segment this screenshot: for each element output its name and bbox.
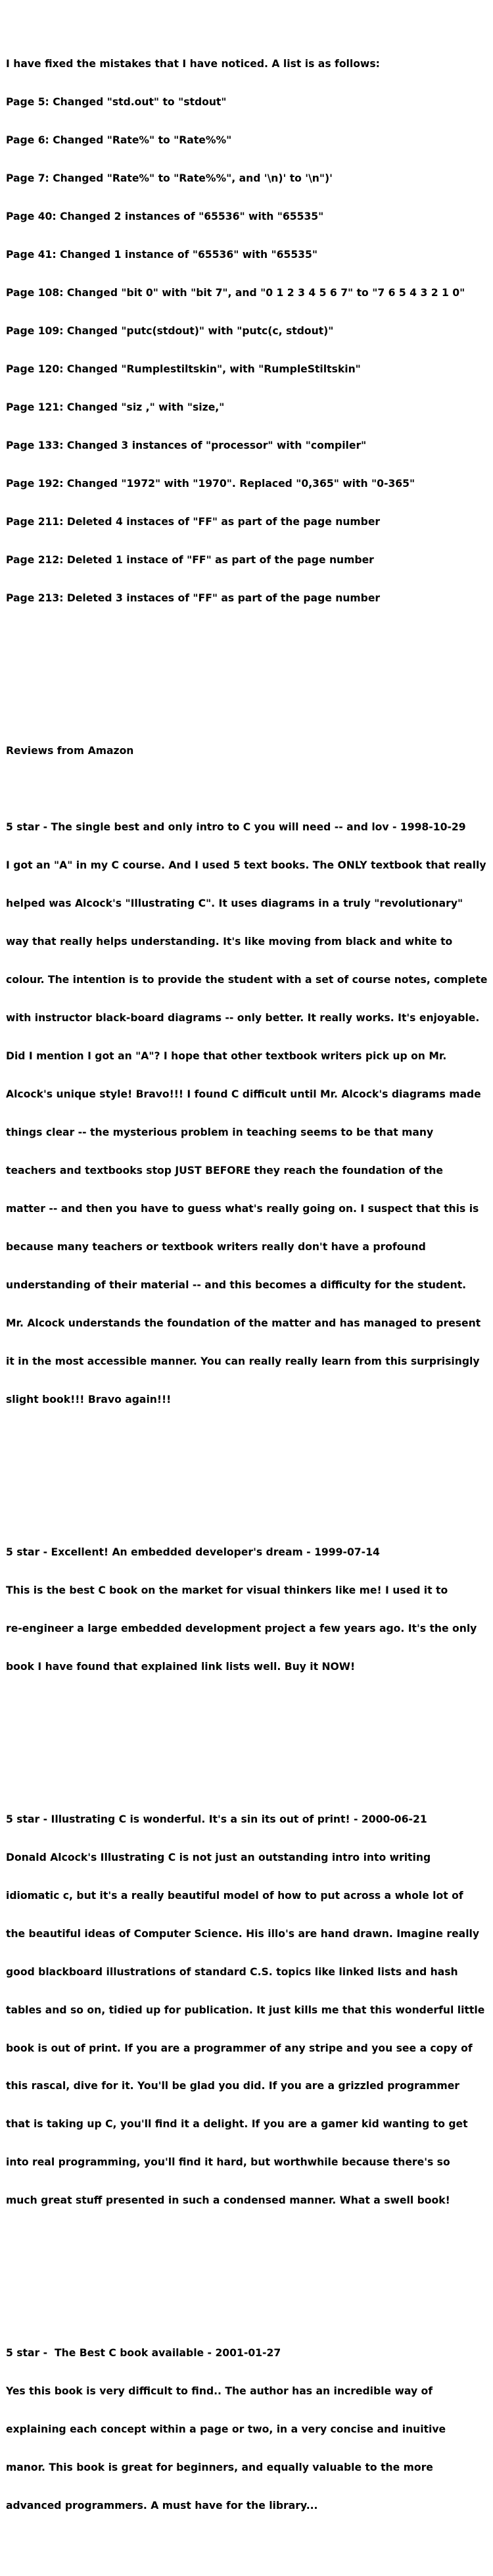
review-title: 5 star - Illustrating C is wonderful. It's a sin its out of print! - 2000-06-21 [6, 1813, 427, 1825]
errata-section [6, 33, 490, 630]
review-line: tables and so on, tidied up for publication. It just kills me that this wonderful little [6, 2004, 485, 2016]
review-line: into real programming, you'll find it hard, but worthwhile because there's so [6, 2156, 450, 2169]
review-line: explaining each concept within a page or two, in a very concise and inuitive [6, 2423, 446, 2436]
review-line: colour. The intention is to provide the student with a set of course notes, complete [6, 973, 488, 986]
errata-item: Page 133: Changed 3 instances of "processor" with "compiler" [6, 440, 367, 452]
review-line: Did I mention I got an "A"? I hope that other textbook writers pick up on Mr. [6, 1049, 447, 1062]
review-line: Alcock's unique style! Bravo!!! I found C difficult until Mr. Alcock's diagrams made [6, 1088, 481, 1100]
review-line: that is taking up C, you'll find it a delight. If you are a gamer kid wanting to get [6, 2118, 468, 2131]
errata-item: Page 213: Deleted 3 instaces of "FF" as part of the page number [6, 592, 381, 605]
reviews-section [6, 719, 490, 2563]
review-line: Donald Alcock's Illustrating C is not just an outstanding intro into writing [6, 1851, 431, 1863]
errata-item: Page 108: Changed "bit 0" with "bit 7", and "0 1 2 3 4 5 6 7" to "7 6 5 4 3 2 1 0" [6, 287, 465, 299]
errata-item: Page 5: Changed "std.out" to "stdout" [6, 96, 227, 109]
review-line: the beautiful ideas of Computer Science. His illo's are hand drawn. Imagine really [6, 1927, 480, 1940]
errata-item: Page 40: Changed 2 instances of "65536" with "65535" [6, 211, 324, 223]
spacer [6, 669, 490, 681]
review-title: 5 star - Excellent! An embedded developer's dream - 1999-07-14 [6, 1546, 380, 1558]
review-title: 5 star - The single best and only intro to C you will need -- and lov - 1998-10-29 [6, 821, 466, 833]
review-line: book I have found that explained link lists well. Buy it NOW! [6, 1660, 356, 1673]
review-line: idiomatic c, but it's a really beautiful model of how to put across a whole lot of [6, 1889, 463, 1902]
errata-intro: I have fixed the mistakes that I have noticed. A list is as follows: [6, 58, 380, 70]
review-line: manor. This book is great for beginners, and equally valuable to the more [6, 2462, 433, 2474]
review-line: I got an "A" in my C course. And I used 5 text books. The ONLY textbook that really [6, 859, 486, 871]
review-line: with instructor black-board diagrams -- only better. It really works. It's enjoyable. [6, 1011, 480, 1024]
review-line: much great stuff presented in such a condensed manner. What a swell book! [6, 2194, 450, 2207]
errata-item: Page 41: Changed 1 instance of "65536" with "65535" [6, 249, 317, 261]
review-line: good blackboard illustrations of standard C.S. topics like linked lists and hash [6, 1965, 458, 1978]
review-line: because many teachers or textbook writers really don't have a profound [6, 1240, 426, 1253]
review-line: teachers and textbooks stop JUST BEFORE they reach the foundation of the [6, 1164, 443, 1176]
review-line: Mr. Alcock understands the foundation of the matter and has managed to present [6, 1317, 481, 1329]
spacer [6, 2271, 490, 2283]
errata-item: Page 211: Deleted 4 instaces of "FF" as part of the page number [6, 516, 381, 528]
review-line: advanced programmers. A must have for the library... [6, 2500, 318, 2512]
review-line: matter -- and then you have to guess what's really going on. I suspect that this is [6, 1202, 479, 1215]
review-line: book is out of print. If you are a programmer of any stripe and you see a copy of [6, 2042, 473, 2054]
errata-item: Page 6: Changed "Rate%" to "Rate%%" [6, 134, 232, 147]
errata-item: Page 120: Changed "Rumplestiltskin", with "RumpleStiltskin" [6, 363, 361, 376]
errata-item: Page 7: Changed "Rate%" to "Rate%%", and '\n)' to '\n")' [6, 172, 333, 185]
review [6, 796, 490, 1431]
errata-item: Page 121: Changed "siz ," with "size," [6, 401, 225, 414]
spacer [6, 1470, 490, 1482]
review-line: understanding of their material -- and this becomes a difficulty for the student. [6, 1278, 467, 1291]
review-title: 5 star - The Best C book available - 2001-01-27 [6, 2347, 281, 2360]
review [6, 2322, 490, 2538]
errata-item: Page 212: Deleted 1 instace of "FF" as part of the page number [6, 554, 374, 567]
review-line: slight book!!! Bravo again!!! [6, 1393, 172, 1405]
review-line: This is the best C book on the market for visual thinkers like me! I used it to [6, 1584, 448, 1596]
review [6, 1521, 490, 1699]
review-line: Yes this book is very difficult to find.. The author has an incredible way of [6, 2385, 433, 2398]
document-body [6, 7, 490, 2576]
review-line: things clear -- the mysterious problem in teaching seems to be that many [6, 1126, 434, 1138]
review-line: helped was Alcock's "Illustrating C". It uses diagrams in a truly "revolutionary" [6, 897, 463, 909]
review-line: it in the most accessible manner. You can really really learn from this surprisingly [6, 1355, 480, 1367]
review [6, 1788, 490, 2233]
review-line: this rascal, dive for it. You'll be glad you did. If you are a grizzled programmer [6, 2080, 459, 2092]
errata-item: Page 192: Changed "1972" with "1970". Replaced "0,365" with "0-365" [6, 478, 415, 490]
reviews-heading: Reviews from Amazon [6, 745, 134, 757]
review-line: re-engineer a large embedded development project a few years ago. It's the only [6, 1622, 477, 1634]
review-line: way that really helps understanding. It's like moving from black and white to [6, 935, 453, 947]
errata-item: Page 109: Changed "putc(stdout)" with "putc(c, stdout)" [6, 325, 334, 338]
spacer [6, 1737, 490, 1750]
